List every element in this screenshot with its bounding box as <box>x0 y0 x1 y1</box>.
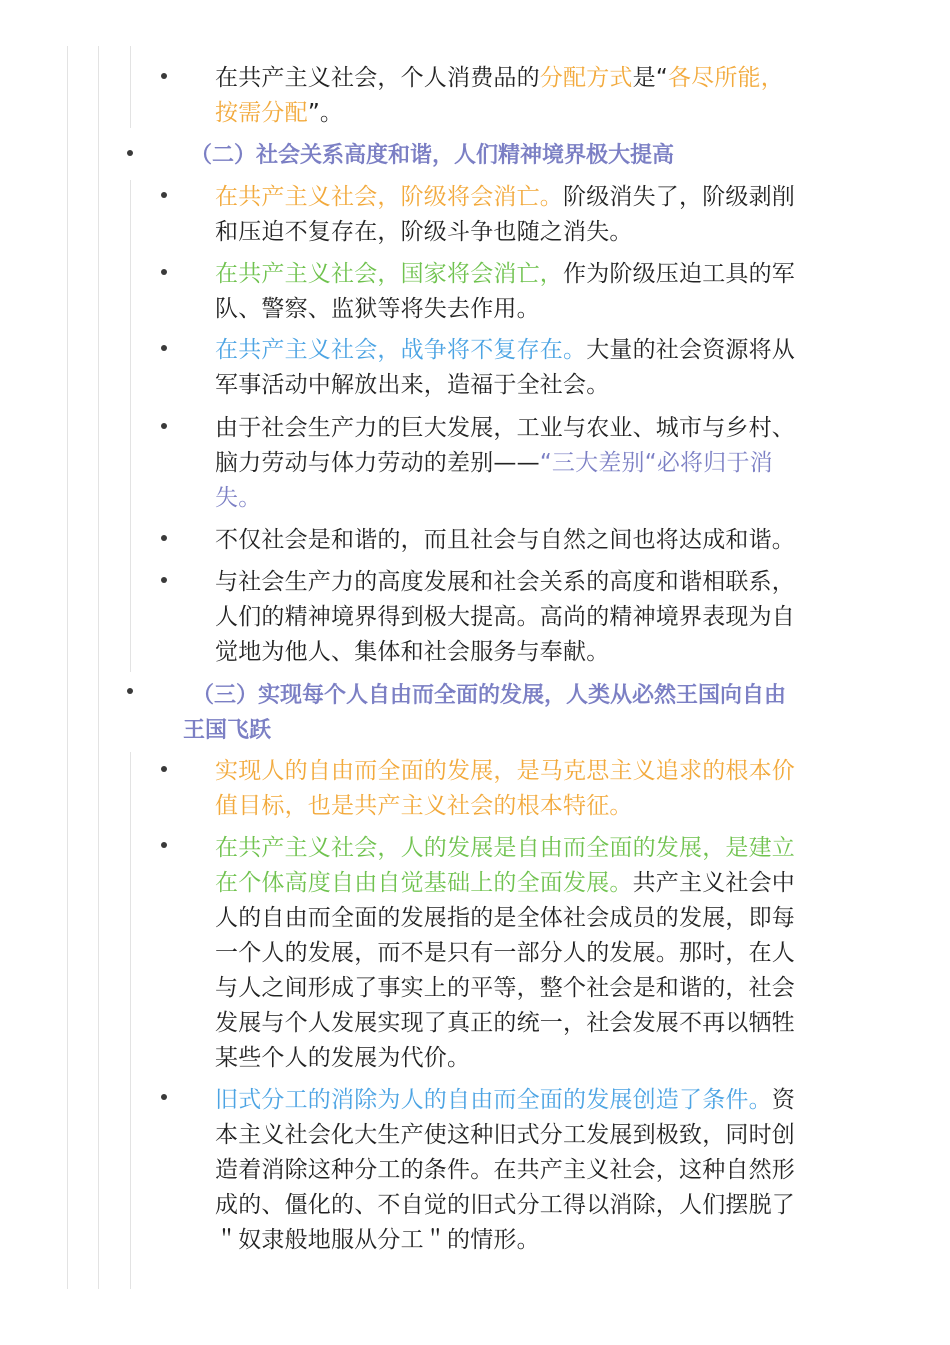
list-item-text: 在共产主义社会，阶级将会消亡。阶级消失了，阶级剥削和压迫不复存在，阶级斗争也随之消失。 <box>215 184 795 245</box>
bullet-icon <box>161 766 167 772</box>
list-item-text: 在共产主义社会，战争将不复存在。大量的社会资源将从军事活动中解放出来，造福于全社会。 <box>215 337 796 398</box>
list-item-text: 旧式分工的消除为人的自由而全面的发展创造了条件。资本主义社会化大生产使这种旧式分工发展到极致，同时创造着消除这种分工的条件。在共产主义社会，这种自然形成的、僵化的、不自觉的旧式分工得以消除，人们摆脱了＂奴隶般地服从分工＂的情形。 <box>215 1087 796 1253</box>
list-item-text: 在共产主义社会，人的发展是自由而全面的发展，是建立在个体高度自由自觉基础上的全面发展。共产主义社会中人的自由而全面的发展指的是全体社会成员的发展，即每一个人的发展，而不是只有一部分人的发展。那时，在人与人之间形成了事实上的平等，整个社会是和谐的，社会发展与个人发展实现了真正的统一，社会发展不再以牺牲某些个人的发展为代价。 <box>215 835 796 1071</box>
bullet-icon <box>161 535 167 541</box>
list-item-text: 实现人的自由而全面的发展，是马克思主义追求的根本价值目标，也是共产主义社会的根本特征。 <box>215 758 795 819</box>
bullet-icon <box>161 577 167 583</box>
guide-line-3b <box>130 180 131 672</box>
bullet-icon <box>127 688 133 694</box>
guide-line-3c <box>130 752 131 1289</box>
bullet-icon <box>161 73 167 79</box>
bullet-icon <box>161 1094 167 1100</box>
list-item-text: 与社会生产力的高度发展和社会关系的高度和谐相联系，人们的精神境界得到极大提高。高尚的精神境界表现为自觉地为他人、集体和社会服务与奉献。 <box>215 569 795 665</box>
list-item-text: 不仅社会是和谐的，而且社会与自然之间也将达成和谐。 <box>215 527 795 553</box>
list-item-text: 由于社会生产力的巨大发展，工业与农业、城市与乡村、脑力劳动与体力劳动的差别——“三大差别“必将归于消失。 <box>215 415 795 511</box>
list-item-text: 在共产主义社会，国家将会消亡，作为阶级压迫工具的军队、警察、监狱等将失去作用。 <box>215 261 795 322</box>
bullet-icon <box>161 842 167 848</box>
guide-line-2 <box>98 46 99 1289</box>
bullet-icon <box>161 423 167 429</box>
list-item-text: 在共产主义社会，个人消费品的分配方式是“各尽所能，按需分配”。 <box>215 65 784 126</box>
guide-line-1 <box>67 46 68 1289</box>
bullet-icon <box>161 345 167 351</box>
bullet-icon <box>161 269 167 275</box>
bullet-icon <box>161 192 167 198</box>
guide-line-3a <box>130 46 131 128</box>
bullet-icon <box>127 150 133 156</box>
